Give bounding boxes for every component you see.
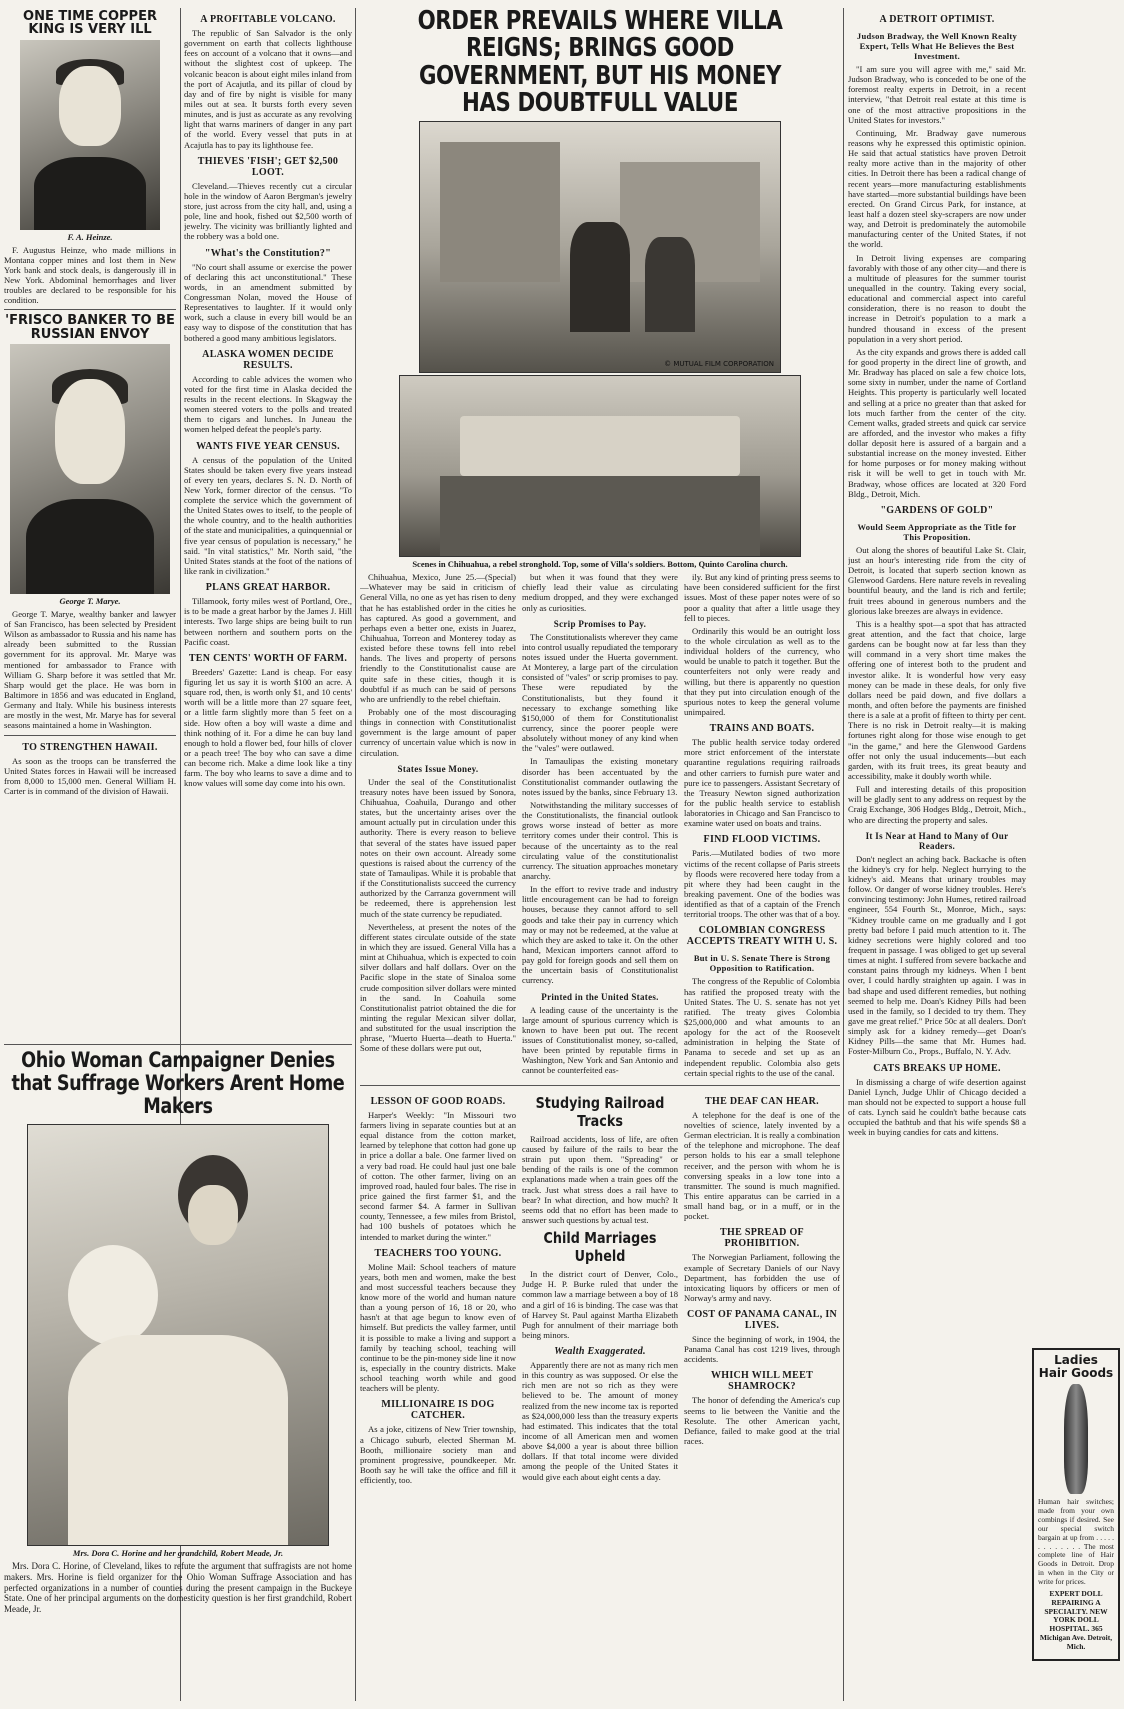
detroit-text-4: As the city expands and grows there is added call for good property in the direct line of growth, and Mr. Bradway has placed on sale a few choice lots, some sixty in number, under the name of Cortland Heights. This property is particularly well located and selling at a price no greater than that asked for lots much farther from the center of the city. Cement walks, graded streets and quick car service are afforded, and the investor who makes a fifty dollar deposit here is assured of a bargain and a substantial increase on the money invested. Either for home purposes or for money making without risk it will be well to get in touch with Mr. Bradway, whose offices are located at 320 Ford Bldg., Detroit, Mich. (848, 346, 1026, 499)
census-headline: WANTS FIVE YEAR CENSUS. (196, 440, 340, 452)
flood-headline: FIND FLOOD VICTIMS. (703, 834, 821, 846)
divider (4, 735, 176, 736)
villa-photo-caption: Scenes in Chihuahua, a rebel stronghold. Top, some of Villa's soldiers. Bottom, Quinto Carolina church. (412, 559, 788, 570)
villa-col-c (684, 572, 840, 1081)
child-text: In the district court of Denver, Colo., Judge H. P. Burke ruled that under the common law a marriage between a boy of 18 and a girl of 16 is binding. The case was that of Harvey St. Paul against Martha Elizabeth Pugh for annulment of their marriage both being minors. (522, 1269, 678, 1340)
wealth-text: Apparently there are not as many rich men in this country as was supposed. Or else the rich men are not so rich as they were believed to be. The amount of money realized from the new income tax is reported as $24,000,000 less than the treasury experts had estimated. This indicates that the total income of all American men and women above $4,000 a year is about three billion dollars. If that total income were divided among the people of the United States it would give each about eight cents a day. (522, 1360, 678, 1482)
prohibition-text: The Norwegian Parliament, following the example of Secretary Daniels of our Navy Department, has forbidden the use of intoxicating liquors by officers or men of Norway's army and navy. (684, 1252, 840, 1303)
ad-title: Ladies Hair Goods (1038, 1353, 1114, 1381)
marye-portrait (10, 344, 170, 594)
ohio-article (4, 1040, 352, 1700)
villa-sub-scrip: Scrip Promises to Pay. (553, 618, 647, 629)
villa-p6: The Constitutionalists wherever they came into control usually repudiated the temporary notes issued under the Huerta government. At Monterey, a large part of the circulation consisted of "vales" or scrip promises to pay. These were repudiated by the Constitutionalists, but they found it necessary to exchange something like $150,000 of them for Constitutionalist currency, since the poorer people were absolutely without money of any kind when the "vales" were outlawed. (522, 631, 678, 754)
volcano-text: The republic of San Salvador is the only government on earth that collects lighthouse fees on account of a volcano that it owns—and without the slightest cost of upkeep. The volcanic beacon is about eight miles inland from the port of Acajutla, and its pillar of cloud by day and of fire by night is visible for many miles out at sea. It bursts forth every seven minutes, and is just as accurate as any revolving light that warns mariners of danger in any part of the world. Every vessel that puts in at Acajutla has to pay its lighthouse fee. (184, 28, 352, 150)
prohibition-headline: THE SPREAD OF PROHIBITION. (720, 1227, 804, 1250)
road-headline: LESSON OF GOOD ROADS. (370, 1095, 506, 1107)
constitution-text: "No court shall assume or exercise the power of declaring this act unconstitutional." These words, in an amendment submitted by Congressman Nolan, moved the House of Representatives to laughter. If it would only work, such a clause in every bill would be an easy way to dispose of the constitution that has bothered a good many ambitious legislators. (184, 261, 352, 343)
ohio-photo (27, 1124, 329, 1546)
hawaii-headline: TO STRENGTHEN HAWAII. (22, 741, 158, 753)
gardens-text-1: Out along the shores of beautiful Lake St. Clair, just an hour's interesting ride from the city of Detroit, is located that superb section known as Glenwood Gardens. Here nature revels in revealing bountiful beauty, and the land is rich and fertile; fruit trees abound in generous numbers and the glorious lake breezes are always in evidence. (848, 544, 1026, 616)
road-text: Harper's Weekly: "In Missouri two farmers living in separate counties but at an equal distance from the cotton market, learned by telephone that cotton had gone up in price a dollar a bale. One farmer lived on a very bad road. He could haul just one bale of cotton. The other farmer, living on an improved road, hauled four bales. The rise in price gained the first farmer $1, and the second farmer $4. A farmer in Sullivan county, Tennessee, a few miles from Bristol, had 100 bushels of potatoes which he intended to market during the winter." (360, 1109, 516, 1242)
divider (4, 309, 176, 310)
column-rule (355, 8, 356, 1701)
villa-sub-states: States Issue Money. (397, 763, 479, 774)
farm-text: Breeders' Gazette: Land is cheap. For easy figuring let us say it is worth $100 an acre. A square rod, then, is worth only $1, and 10 cents' worth will be a little more than 27 square feet, or a little farm slightly more than 5 feet on a side. How often a boy will waste a dime and think nothing of it. For a dime he can buy land enough to hold a flower bed, four hills of clover or a peach tree! The boy who can save a dime can become rich. Make a dime look like a tiny farm. The boy who learns to save a dime and to know values will some day come into his own. (184, 666, 352, 789)
constitution-headline: "What's the Constitution?" (204, 247, 332, 259)
right-column (848, 8, 1120, 1703)
ad-shop: EXPERT DOLL REPAIRING A SPECIALTY. NEW YORK DOLL HOSPITAL. 365 Michigan Ave. Detroit, Mich. (1039, 1588, 1113, 1651)
gardens-text-3: Full and interesting details of this proposition will be gladly sent to any address on request by the Craig Exchange, 306 Hodges Bldg., Detroit, Mich., who are directing the property and sales. (848, 784, 1026, 825)
ohio-headline: Ohio Woman Campaigner Denies that Suffrage Workers Arent Home Makers (11, 1048, 345, 1119)
column-rule (843, 8, 844, 1701)
detroit-headline: A DETROIT OPTIMIST. (879, 14, 995, 25)
railroad-headline: Studying Railroad Tracks (535, 1093, 665, 1130)
heinze-caption: F. A. Heinze. (67, 231, 113, 242)
villa-col-a (360, 572, 516, 1081)
center-section (360, 8, 840, 1703)
lower-col-c (684, 1090, 840, 1489)
thieves-text: Cleveland.—Thieves recently cut a circular hole in the window of Aaron Bergman's jewelry store, just across from the city hall, and, using a pole, line and hook, fished out $2,500 worth of jewelry. The vicinity was brilliantly lighted and the robbery was a bold one. (184, 180, 352, 242)
marye-headline: 'FRISCO BANKER TO BE RUSSIAN ENVOY (5, 313, 175, 342)
millionaire-headline: MILLIONAIRE IS DOG CATCHER. (381, 1399, 495, 1422)
wealth-headline: Wealth Exaggerated. (554, 1346, 646, 1358)
ohio-text: Mrs. Dora C. Horine, of Cleveland, likes to refute the argument that suffragists are not home makers. Mrs. Horine is field organizer for the Ohio Woman Suffrage Association and has perfected organizations in a number of counties during the present campaign in the Buckeye State. One of her principal arguments on the domesticity question is her first grandchild, Robert Meade, Jr. (4, 1561, 352, 1614)
railroad-text: Railroad accidents, loss of life, are often caused by failure of the rails to bear the strain put upon them. "Spreading" or bending of the rails is one of the common explanations made when a train goes off the track. Just what stress does a rail have to bear? In what direction, and how much? It seems odd that no effort has been made to answer such questions by actual test. (522, 1133, 678, 1225)
marye-caption: George T. Marye. (59, 595, 121, 606)
deaf-headline: THE DEAF CAN HEAR. (705, 1095, 819, 1107)
alaska-text: According to cable advices the women who voted for the first time in Alaska decided the results in the recent elections. In Skagway the women steered voters to the polls and treated them to cigars and lunches. In Juneau the women helped defeat the people's party. (184, 373, 352, 435)
villa-p1: Chihuahua, Mexico, June 25.—(Special)—Whatever may be said in criticism of General Villa, no one as yet has risen to deny that he has established order in the cities he has captured. As good a government, and perhaps even a better one, exists in Juarez, Chihuahua, Torreon and Monterey today as existed before these towns fell into rebel hands. The lives and property of persons friendly to the Constitutionalist cause are quite safe in these cities, though it is doubtful if as much can be said of persons who are unfriendly to the rebel chieftain. (360, 572, 516, 704)
gardens-subhead: Would Seem Appropriate as the Title for This Proposition. (857, 521, 1017, 542)
heinze-portrait (20, 40, 160, 230)
volcano-headline: A PROFITABLE VOLCANO. (200, 14, 336, 25)
farm-headline: TEN CENTS' WORTH OF FARM. (188, 652, 348, 664)
villa-p9: In the effort to revive trade and industry little encouragement can be had to foreign houses, because they cannot afford to sell goods and take their pay in currency which may or may not be redeemed, at the value at which they are asked to take it. On the other hand, Mexican importers cannot afford to pay gold for foreign goods and sell them on the uncertain basis of Constitutionalist currency. (522, 884, 678, 986)
divider (360, 1085, 840, 1086)
hair-switch-icon (1064, 1384, 1088, 1494)
colombia-text: The congress of the Republic of Colombia has ratified the proposed treaty with the United States. The U. S. senate has not yet ratified. The treaty gives Colombia $25,000,000 and what amounts to an apology for the act of the Roosevelt administration in helping the State of Panama to secede and set up as an independent republic. Colombia also gets certain special rights to the use of the canal. (684, 976, 840, 1078)
gardens-headline: "GARDENS OF GOLD" (880, 504, 994, 516)
readers-text: Don't neglect an aching back. Backache is often the kidney's cry for help. Neglect hurrying to the kidney's aid. Means that urinary troubles may follow. Or danger of worse kidney troubles. Here's convincing testimony: John Humes, retired railroad engineer, 554 Fourth St., Monroe, Mich., says: "Kidney trouble came on me gradually and I got pretty bad before I paid much attention to it. The kidney secretions were highly colored and too frequent in passage. I was obliged to get up several times at night. I suffered from severe backache and constant pains through my kidneys. When I bent over, I could hardly straighten up again. I was in bad shape and used different remedies, but nothing seemed to help me. Doan's Kidney Pills had been used in the family, so I decided to try them. They gave me great relief." Price 50c at all dealers. Don't simply ask for a kidney remedy—get Doan's Kidney Pills—the same that Mr. Humes had. Foster-Milburn Co., Props., Buffalo, N. Y. Adv. (848, 853, 1026, 1057)
photo-credit: © MUTUAL FILM CORPORATION (664, 360, 774, 369)
shamrock-headline: WHICH WILL MEET SHAMROCK? (710, 1370, 814, 1393)
lower-col-b (522, 1090, 678, 1489)
colombia-subhead: But in U. S. Senate There is Strong Opposition to Ratification. (693, 953, 831, 974)
villa-p10: A leading cause of the uncertainty is the large amount of spurious currency which is known to have been put out. The recent issues of Constitutionalist money, so-called, have been printed by reputable firms in Washington, New York and San Antonio and cannot be counterfeited eas- (522, 1004, 678, 1076)
detroit-text-3: In Detroit living expenses are comparing favorably with those of any other city—and there is a multitude of pleasures for the summer tourist unequalled in the country. Taking every social, educational and commercial aspect into careful consideration, there is no reason to doubt the increase in Detroit's population to a mark a hundred thousand in excess of the present population in a very short period. (848, 252, 1026, 344)
cats-text: In dismissing a charge of wife desertion against Daniel Lynch, Judge Uhlir of Chicago decided a man should not be expected to support a house full of cats. Lynch said he couldn't bathe because cats occupied the bathtub and that his wife spends $8 a week in buying candies for cats and kittens. (848, 1076, 1026, 1138)
colombia-headline: COLOMBIAN CONGRESS ACCEPTS TREATY WITH U. S. (686, 925, 838, 948)
child-headline: Child Marriages Upheld (543, 1229, 657, 1266)
lower-center (360, 1090, 840, 1489)
quinto-church-photo (399, 375, 801, 557)
panama-headline: COST OF PANAMA CANAL, IN LIVES. (686, 1309, 838, 1332)
deaf-text: A telephone for the deaf is one of the novelties of science, lately invented by a German electrician. It is really a combination of the telephone and microphone. The deaf person holds to his ear a small telephone receiver, and the person with whom he is conversing speaks in a low tone into a transmitter. The sound is much magnified. This entire apparatus can be carried in a small hand bag, or in a muff, or in the pocket. (684, 1109, 840, 1222)
villa-headline: ORDER PREVAILS WHERE VILLA REIGNS; BRINGS GOOD GOVERNMENT, BUT HIS MONEY HAS DOUBTFULL VALUE (417, 8, 783, 118)
hawaii-text: As soon as the troops can be transferred the United States forces in Hawaii will be increased from 8,000 to 15,000 men. General William H. Carter is in command of the division of Hawaii. (4, 755, 176, 796)
millionaire-text: As a joke, citizens of New Trier township, a Chicago suburb, elected Sherman M. Booth, millionaire society man and prominent progressive, poundkeeper. Mr. Booth say he will take the office and fill it efficiently, too. (360, 1424, 516, 1486)
villa-p4: Nevertheless, at present the notes of the different states circulate outside of the state in which they are issued. General Villa has a mint at Chihuahua, which is expected to coin silver dollars and half dollars. Over on the Pacific slope in the state of Sinaloa some crude composition silver dollars were minted in the sand. In Coahuila some Constitutionalist patriot obtained the die for minting the regular Mexican silver dollar, and substituted for the usual inscription the phrase, "Muerto Huerta—death to Huerta." Some of these dollars were put out, (360, 921, 516, 1054)
teachers-text: Moline Mail: School teachers of mature years, both men and women, make the best and most successful teachers because they know more of the world and human nature than a young person of 16, 18 or 20, who hasn't at that age begun to know even of himself. But predicts the valley farmer, until it is possible to make a living and support a family by teaching school, teaching will continue to be the pin-money side line it now is, especially in the country districts. Make school teaching worth while and good teachers will be plenty. (360, 1261, 516, 1394)
ad-box (1032, 1348, 1120, 1661)
lower-col-a (360, 1090, 516, 1489)
detroit-text-1: "I am sure you will agree with me," said Mr. Judson Bradway, who is conceded to be one of the foremost realty experts in Detroit, in a recent interview, "that Detroit real estate at this time is one of the most attractive propositions in the United States for investors." (848, 64, 1026, 125)
ad-text: Human hair switches; made from your own combings if desired. See our special switch bargain at up from . . . . . . . . . . . . . The most complete line of Hair Goods in Detroit. Drop in when in the City or write for prices. (1038, 1497, 1114, 1586)
harbor-text: Tillamook, forty miles west of Portland, Ore., is to be made a great harbor by the James J. Hill interests. Two large ships are being built to run between northern and southern ports on the Pacific coast. (184, 596, 352, 647)
flood-text: Paris.—Mutilated bodies of two more victims of the recent collapse of Paris streets by floods were recovered here today from a pit where they had been caught in the breaking pavement. One of the bodies was identified as that of a captain of the French territorial troops. The other was that of a boy. (684, 848, 840, 920)
column-1 (4, 8, 176, 799)
villa-col-b (522, 572, 678, 1081)
trains-text: The public health service today ordered more strict enforcement of the interstate quarantine regulations requiring railroads and other carriers to furnish pure water and pure ice to passengers. Assistant Secretary of the Treasury Newton signed authorization for the public health service to establish laboratories in Chicago and San Francisco to examine water used on boats and trains. (684, 737, 840, 829)
detroit-subhead: Judson Bradway, the Well Known Realty Expert, Tells What He Believes the Best Investment. (856, 31, 1018, 61)
villa-soldiers-photo (419, 121, 781, 373)
villa-sub-printed: Printed in the United States. (541, 991, 659, 1002)
villa-p2: Probably one of the most discouraging things in connection with Constitutionalist government is the large amount of paper currency of uncertain value which is now in circulation. (360, 707, 516, 758)
gardens-text-2: This is a healthy spot—a spot that has attracted great attention, and the fact that choice, large gardens can be bought now at far less than they will command in a very short time makes the offering one of interest both to the prudent and investor alike. It is wonderful how very easy money can be made in these deals, for only five dollars need be paid down, and five dollars a month, and often before the payments are finished there is a sale at a profit of fifteen to thirty per cent. There is no risk in Detroit realty—it is making fortunes right along for those wise enough to get "in the game," and here the Glenwood Gardens offer not only the usual inducements—but each garden, with its fruit trees, its great beauty and accessibility, make it doubly worth while. (848, 618, 1026, 781)
panama-text: Since the beginning of work, in 1904, the Panama Canal has cost 1219 lives, through accidents. (684, 1334, 840, 1365)
detroit-text-2: Continuing, Mr. Bradway gave numerous reasons why he expressed this optimistic opinion. He said that actual statistics have proven Detroit realty more active than in the majority of other cities. In Detroit there has been a radical change of recent years—more manufacturing establishments have started—more substantial buildings have been erected. On Grand Circus Park, for instance, at least half a dozen steel sky-scrapers are now under way, and Detroit is predominately the automobile manufacturing center of the United States, if not the world. (848, 127, 1026, 250)
shamrock-text: The honor of defending the America's cup seems to lie between the Vanitie and the Resolute. The other American yacht, Defiance, failed to make good at the trial races. (684, 1395, 840, 1447)
trains-headline: TRAINS AND BOATS. (709, 723, 815, 735)
heinze-text: F. Augustus Heinze, who made millions in Montana copper mines and lost them in New York bank and stock deals, is dangerously ill in New York. Abdominal hemorrhages and liver troubles are declared to be responsible for his condition. (4, 244, 176, 306)
census-text: A census of the population of the United States should be taken every five years instead of every ten years, declares S. N. D. North of New York, former director of the census. "To complete the service which the government of the United States owes to itself, to the people of the whole country, and to the health authorities of the state and municipalities, a quinquennial or five year census of population is necessary," he said. "In vital statistics," Mr. North said, "the United States stands at the foot of the nations of like rank in civilization." (184, 454, 352, 577)
readers-headline: It Is Near at Hand to Many of Our Readers. (865, 830, 1009, 851)
villa-p8: Notwithstanding the military successes of the Constitutionalists, the financial outlook grows worse instead of better as more territory comes under their control. This is because of the uncertainty as to the real circulating value of the constitutionalist currency. The situation approaches monetary anarchy. (522, 800, 678, 881)
column-2 (184, 8, 352, 1038)
villa-p3: Under the seal of the Constitutionalist treasury notes have been issued by Sonora, Chihuahua, Coahuila, Durango and other states, but the uncertainty arises over the amount actually put in circulation under this authority. There is every reason to believe that several of the states have issued paper notes on their own account. Already some questions is raised about the currency of the state of Tamaulipas. While it is probable that if the Constitutionalists succeed the currency authorized by the Carranza government will be redeemed, there is apprehension lest much of the state currency be repudiated. (360, 776, 516, 919)
heinze-headline: ONE TIME COPPER KING IS VERY ILL (23, 9, 157, 38)
villa-p12: Ordinarily this would be an outright loss to the whole circulation as well as to the individual holders of the currency, who would be unable to patch it together. But the counterfeiters not only were ready and willing, but there is apparently no question that they put into circulation enough of the spurious notes to keep the general volume unimpaired. (684, 625, 840, 718)
cats-headline: CATS BREAKS UP HOME. (873, 1062, 1001, 1074)
villa-p7: In Tamaulipas the existing monetary disorder has been accentuated by the Constitutionalist commander outlawing the notes issued by the banks, since February 13. (522, 756, 678, 797)
divider (4, 1044, 352, 1045)
alaska-headline: ALASKA WOMEN DECIDE RESULTS. (202, 348, 334, 371)
hair-goods-ad (1032, 1348, 1120, 1661)
villa-p11: ily. But any kind of printing press seems to have been considered sufficient for the first issues. Most of these paper notes were of so poor a quality that after a little usage they fell to pieces. (684, 572, 840, 623)
teachers-headline: TEACHERS TOO YOUNG. (374, 1247, 502, 1259)
marye-text: George T. Marye, wealthy banker and lawyer of San Francisco, has been selected by President Wilson as ambassador to Russia and his name has already been submitted to the Russian government for its approval. Mr. Marye was mentioned for ambassador to France with William G. Sharp before it was settled that Mr. Sharp would get the place. He was born in Baltimore in 1856 and was educated in England, Germany and Italy. While his business interests are mostly in the west, Mr. Marye has for several seasons maintained a home in Washington. (4, 608, 176, 731)
right-main (848, 8, 1026, 1140)
harbor-headline: PLANS GREAT HARBOR. (205, 582, 331, 594)
thieves-headline: THIEVES 'FISH'; GET $2,500 LOOT. (197, 155, 339, 178)
villa-p5: but when it was found that they were chiefly lead their value as circulating medium dropped, and they were exchanged only as curiosities. (522, 572, 678, 613)
villa-article (360, 572, 840, 1081)
ohio-caption: Mrs. Dora C. Horine and her grandchild, Robert Meade, Jr. (72, 1548, 284, 1559)
